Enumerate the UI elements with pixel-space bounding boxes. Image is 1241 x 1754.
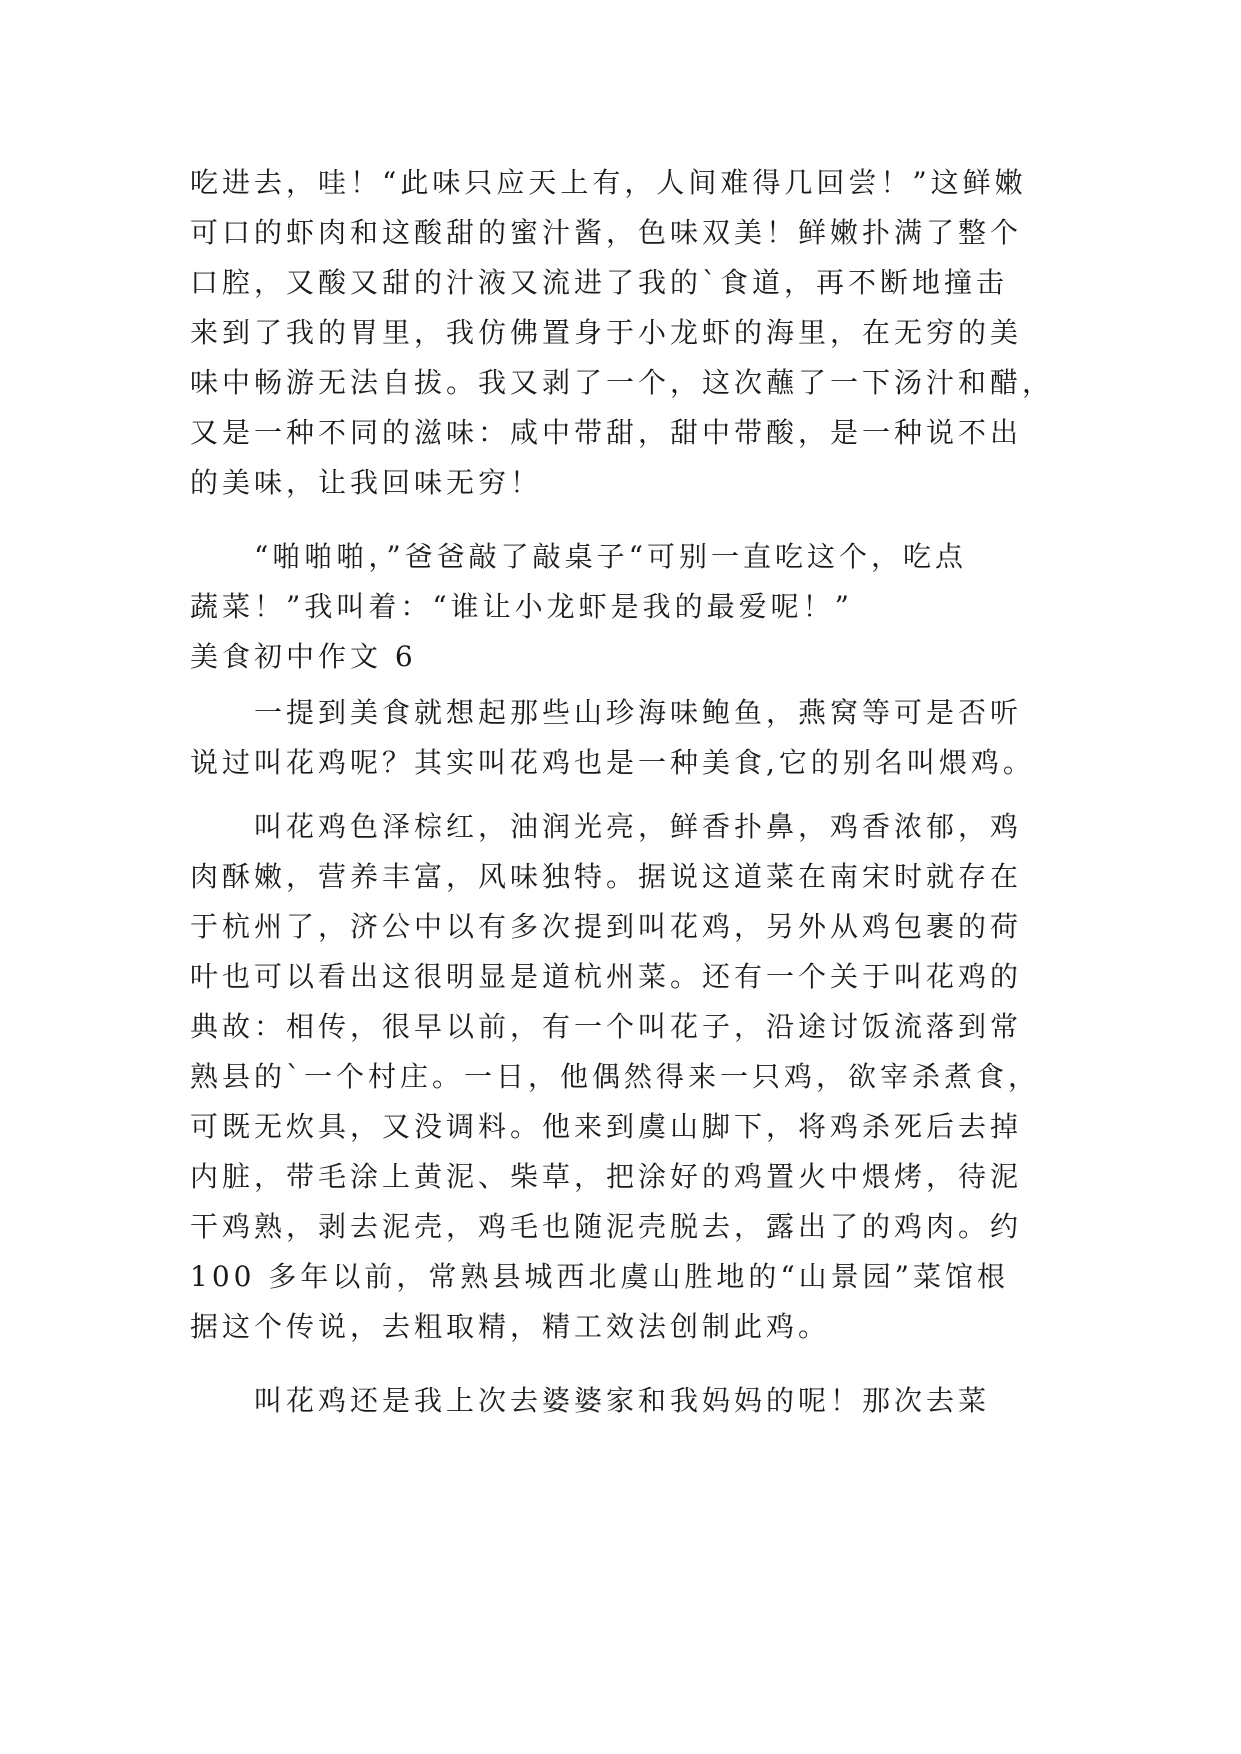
- text-line: 叶也可以看出这很明显是道杭州菜。还有一个关于叫花鸡的: [190, 960, 1023, 993]
- text-line: 说过叫花鸡呢？其实叫花鸡也是一种美食,它的别名叫煨鸡。: [190, 746, 1035, 779]
- paragraph: [190, 158, 1055, 508]
- text-line: 叫花鸡还是我上次去婆婆家和我妈妈的呢！那次去菜: [190, 1384, 991, 1417]
- text-line: 据这个传说，去粗取精，精工效法创制此鸡。: [190, 1310, 831, 1343]
- text-line: 100 多年以前，常熟县城西北虞山胜地的“山景园”菜馆根: [190, 1260, 1009, 1293]
- paragraph-spacer: [190, 1352, 1050, 1376]
- text-line: 可口的虾肉和这酸甜的蜜汁酱，色味双美！鲜嫩扑满了整个: [190, 216, 1023, 249]
- text-line: 肉酥嫩，营养丰富，风味独特。据说这道菜在南宋时就存在: [190, 860, 1023, 893]
- text-line: 蔬菜！”我叫着：“谁让小龙虾是我的最爱呢！”: [190, 590, 853, 623]
- text-line: 一提到美食就想起那些山珍海味鲍鱼，燕窝等可是否听: [190, 696, 1023, 729]
- text-line: 内脏，带毛涂上黄泥、柴草，把涂好的鸡置火中煨烤，待泥: [190, 1160, 1023, 1193]
- text-line: 的美味，让我回味无穷！: [190, 466, 543, 499]
- text-line: 来到了我的胃里，我仿佛置身于小龙虾的海里，在无穷的美: [190, 316, 1023, 349]
- text-line: “啪啪啪，”爸爸敲了敲桌子“可别一直吃这个，吃点: [190, 540, 967, 573]
- text-line: 叫花鸡色泽棕红，油润光亮，鲜香扑鼻，鸡香浓郁，鸡: [190, 810, 1023, 843]
- paragraph-spacer: [190, 788, 1050, 802]
- text-line: 口腔，又酸又甜的汁液又流进了我的`食道，再不断地撞击: [190, 266, 1009, 299]
- text-line: 典故：相传，很早以前，有一个叫花子，沿途讨饭流落到常: [190, 1010, 1023, 1043]
- document-body: [190, 158, 1055, 1426]
- paragraph: [190, 688, 1050, 788]
- text-line: 熟县的`一个村庄。一日，他偶然得来一只鸡，欲宰杀煮食，: [190, 1060, 1041, 1093]
- text-line: 可既无炊具，又没调料。他来到虞山脚下，将鸡杀死后去掉: [190, 1110, 1023, 1143]
- section-heading: 美食初中作文 6: [190, 640, 417, 673]
- text-line: 吃进去，哇！“此味只应天上有，人间难得几回尝！”这鲜嫩: [190, 166, 1027, 199]
- text-line: 又是一种不同的滋味：咸中带甜，甜中带酸，是一种说不出: [190, 416, 1023, 449]
- text-line: 味中畅游无法自拔。我又剥了一个，这次蘸了一下汤汁和醋，: [190, 366, 1055, 399]
- paragraph: [190, 1376, 1050, 1426]
- paragraph: [190, 802, 1050, 1352]
- text-line: 于杭州了，济公中以有多次提到叫花鸡，另外从鸡包裹的荷: [190, 910, 1023, 943]
- paragraph: [190, 532, 1050, 632]
- paragraph-spacer: [190, 508, 1050, 532]
- text-line: 干鸡熟，剥去泥壳，鸡毛也随泥壳脱去，露出了的鸡肉。约: [190, 1210, 1023, 1243]
